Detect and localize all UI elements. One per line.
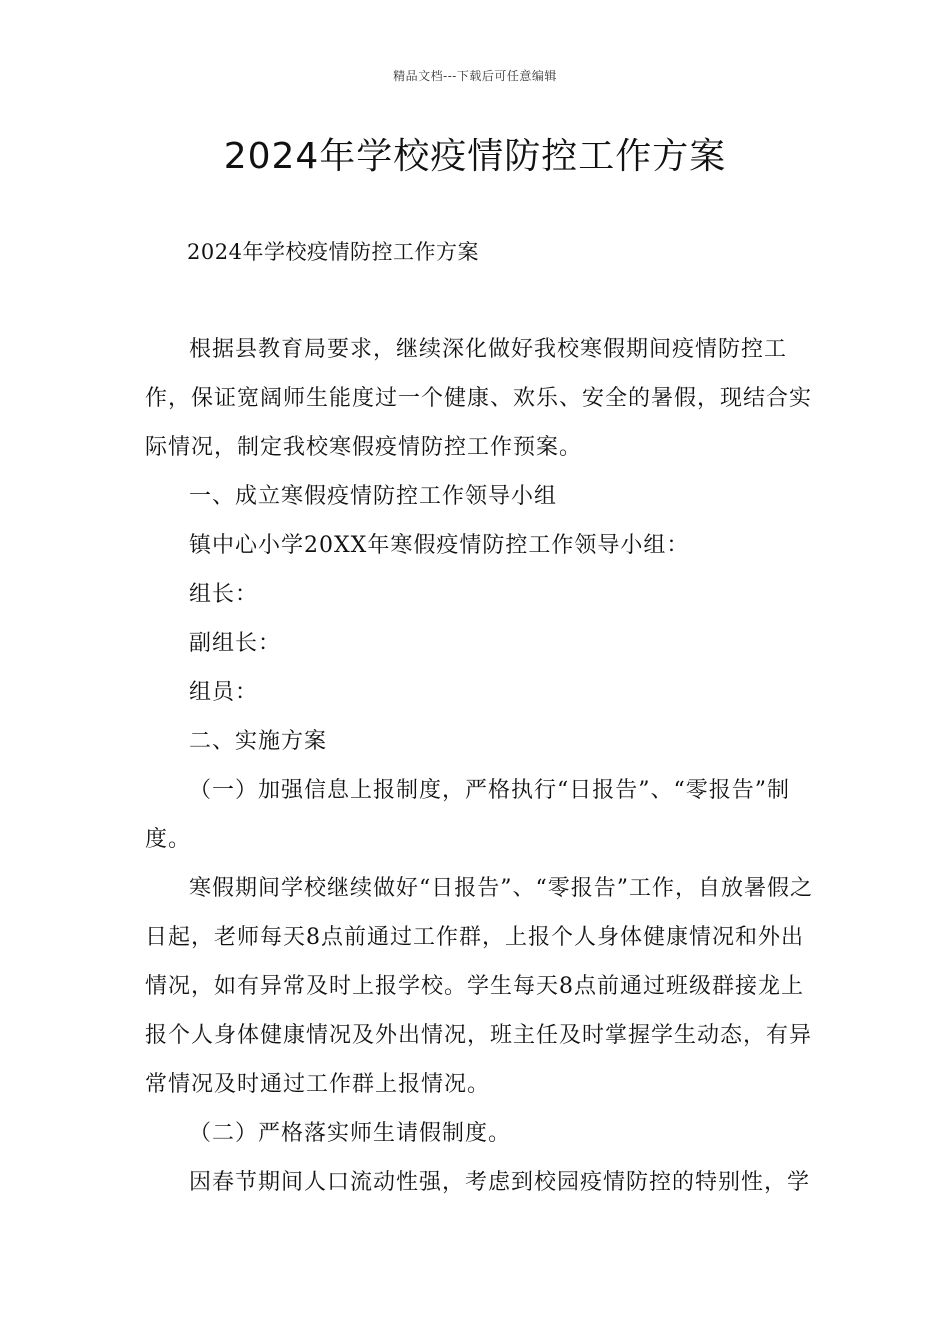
document-subtitle: 2024年学校疫情防控工作方案 <box>187 240 479 264</box>
document-title: 2024年学校疫情防控工作方案 <box>223 136 727 177</box>
document-body <box>145 325 815 1207</box>
paragraph-leave-policy: 因春节期间人口流动性强，考虑到校园疫情防控的特别性，学 <box>189 1170 811 1195</box>
paragraph-intro: 根据县教育局要求，继续深化做好我校寒假期间疫情防控工作，保证宽阔师生能度过一个健康、欢乐、安全的暑假，现结合实际情况，制定我校寒假疫情防控工作预案。 <box>145 337 813 460</box>
paragraph-group-title: 镇中心小学20XX年寒假疫情防控工作领导小组： <box>189 533 690 558</box>
header-note: 精品文档---下载后可任意编辑 <box>393 69 557 83</box>
paragraph-members: 组员： <box>189 680 259 705</box>
subsection-heading-2: （二）严格落实师生请假制度。 <box>189 1121 512 1146</box>
section-heading-1: 一、成立寒假疫情防控工作领导小组 <box>189 484 558 509</box>
section-heading-2: 二、实施方案 <box>189 729 328 754</box>
paragraph-daily-report: 寒假期间学校继续做好“日报告”、“零报告”工作，自放暑假之日起，老师每天8点前通过工作群，上报个人身体健康情况和外出情况，如有异常及时上报学校。学生每天8点前通过班级群接龙上报个人身体健康情况及外出情况，班主任及时掌握学生动态，有异常情况及时通过工作群上报情况。 <box>145 876 813 1097</box>
paragraph-leader: 组长： <box>189 582 259 607</box>
subsection-heading-1: （一）加强信息上报制度，严格执行“日报告”、“零报告”制度。 <box>145 778 790 852</box>
paragraph-deputy-leader: 副组长： <box>189 631 282 656</box>
